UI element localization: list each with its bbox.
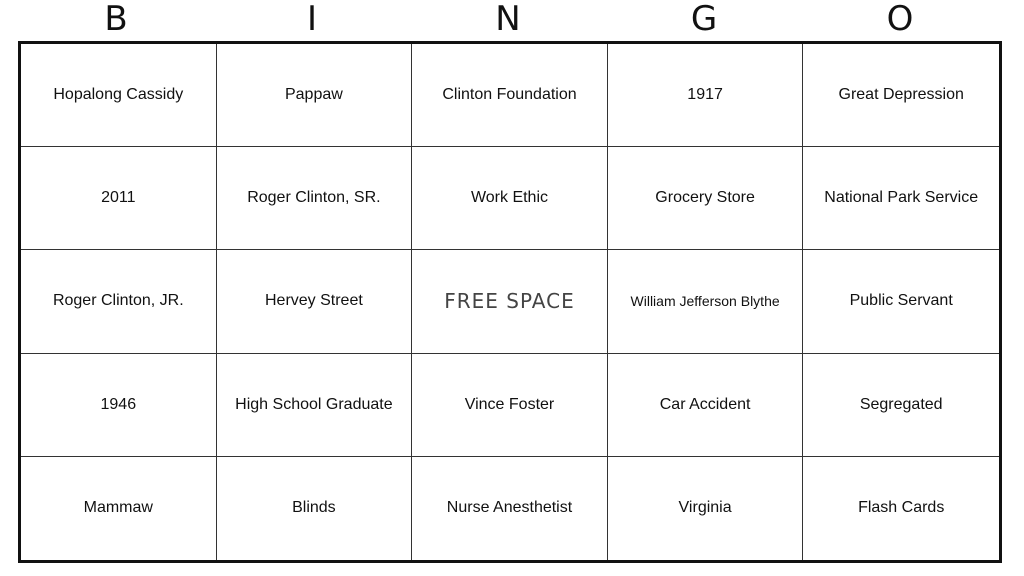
bingo-cell[interactable]: High School Graduate xyxy=(217,354,413,457)
bingo-header xyxy=(18,0,1002,40)
bingo-cell[interactable]: Vince Foster xyxy=(412,354,608,457)
bingo-cell[interactable]: Hopalong Cassidy xyxy=(21,44,217,147)
bingo-cell[interactable]: Flash Cards xyxy=(858,499,945,517)
bingo-cell[interactable]: Nurse Anesthetist xyxy=(412,457,608,560)
bingo-cell[interactable]: National Park Service xyxy=(803,147,999,250)
free-space-cell[interactable]: FREE SPACE xyxy=(412,250,608,353)
bingo-cell[interactable]: Virginia xyxy=(608,457,804,560)
bingo-cell[interactable]: 1917 xyxy=(608,44,804,147)
bingo-cell[interactable]: Great Depression xyxy=(803,44,999,147)
header-letter-i: I xyxy=(306,0,318,39)
header-letter-o: O xyxy=(886,0,914,39)
bingo-cell[interactable]: Blinds xyxy=(217,457,413,560)
bingo-cell[interactable]: Car Accident xyxy=(608,354,804,457)
bingo-cell[interactable]: 2011 xyxy=(21,147,217,250)
bingo-cell[interactable]: Public Servant xyxy=(803,250,999,353)
bingo-cell[interactable]: 1946 xyxy=(21,354,217,457)
header-letter-n: N xyxy=(495,0,521,39)
header-letter-b: B xyxy=(104,0,128,39)
bingo-cell[interactable]: Roger Clinton, JR. xyxy=(21,250,217,353)
bingo-cell[interactable]: Roger Clinton, SR. xyxy=(217,147,413,250)
bingo-cell[interactable]: Pappaw xyxy=(217,44,413,147)
bingo-cell[interactable]: Clinton Foundation xyxy=(412,44,608,147)
bingo-cell[interactable]: Segregated xyxy=(803,354,999,457)
bingo-cell[interactable]: William Jefferson Blythe xyxy=(608,250,804,353)
bingo-cell[interactable]: Work Ethic xyxy=(412,147,608,250)
bingo-cell[interactable]: Grocery Store xyxy=(608,147,804,250)
bingo-cell[interactable]: Hervey Street xyxy=(217,250,413,353)
header-letter-g: G xyxy=(690,0,718,39)
bingo-cell[interactable]: Mammaw xyxy=(21,457,217,560)
bingo-card xyxy=(18,41,1002,563)
